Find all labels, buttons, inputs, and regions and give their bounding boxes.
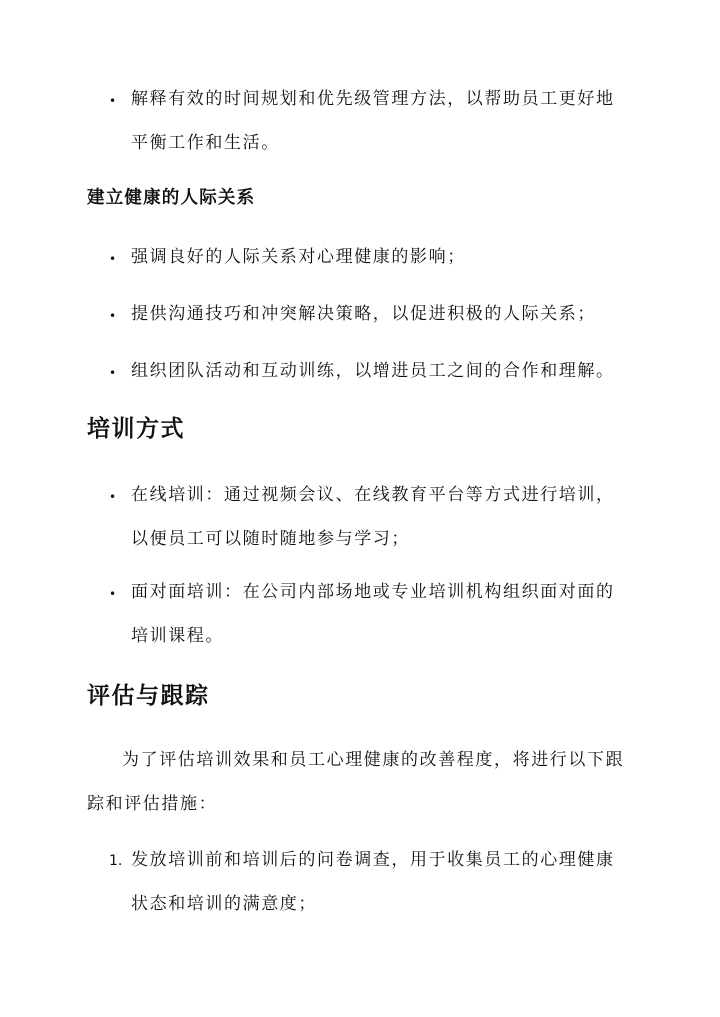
list-item-text: 组织团队活动和互动训练，以增进员工之间的合作和理解。 — [131, 361, 615, 381]
bullet-marker: • — [109, 366, 117, 380]
bullet-marker: • — [109, 587, 117, 601]
paragraph-line: 踪和评估措施： — [87, 794, 218, 814]
list-item-text-continued: 状态和培训的满意度； — [131, 894, 317, 914]
list-item-text: 提供沟通技巧和冲突解决策略，以促进积极的人际关系； — [131, 304, 596, 324]
bullet-marker: • — [109, 252, 117, 266]
list-number: 1. — [109, 853, 123, 869]
list-item-text: 在线培训：通过视频会议、在线教育平台等方式进行培训， — [131, 485, 615, 505]
list-item-text: 强调良好的人际关系对心理健康的影响； — [131, 247, 466, 267]
paragraph-line: 为了评估培训效果和员工心理健康的改善程度，将进行以下跟 — [122, 750, 625, 770]
list-item-text: 发放培训前和培训后的问卷调查，用于收集员工的心理健康 — [131, 850, 615, 870]
section-heading-evaluation: 评估与跟踪 — [87, 683, 210, 709]
section-heading-relationships: 建立健康的人际关系 — [87, 188, 256, 208]
list-item-text-continued: 以便员工可以随时随地参与学习； — [131, 529, 410, 549]
list-item-text-continued: 培训课程。 — [131, 626, 224, 646]
bullet-marker: • — [109, 309, 117, 323]
list-item-text-continued: 平衡工作和生活。 — [131, 133, 280, 153]
list-item-text: 解释有效的时间规划和优先级管理方法，以帮助员工更好地 — [131, 89, 615, 109]
bullet-marker: • — [109, 490, 117, 504]
bullet-marker: • — [109, 94, 117, 108]
section-heading-training-methods: 培训方式 — [87, 416, 185, 442]
list-item-text: 面对面培训：在公司内部场地或专业培训机构组织面对面的 — [131, 582, 615, 602]
